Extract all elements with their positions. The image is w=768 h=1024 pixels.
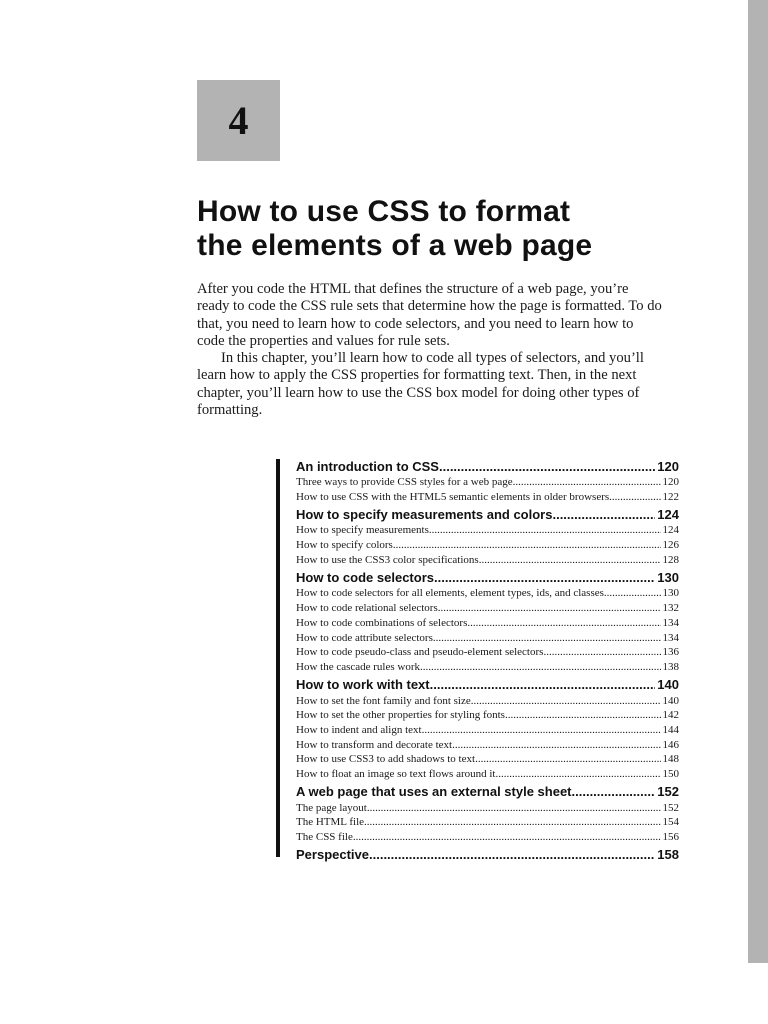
toc-dot-leader [422, 723, 661, 738]
toc-page-number: 144 [662, 723, 679, 736]
chapter-title [197, 195, 717, 263]
toc-entry-title: How to code selectors [296, 569, 434, 585]
toc-item-row [296, 723, 679, 738]
toc-item-row [296, 801, 679, 816]
toc-dot-leader [543, 645, 660, 660]
chapter-title-line: How to use CSS to format [197, 195, 571, 228]
toc-page-number: 126 [662, 539, 679, 552]
chapter-number-box [197, 80, 280, 161]
toc-entry-title: How to use CSS with the HTML5 semantic elements in older browsers [296, 490, 610, 503]
toc-page-number: 154 [662, 816, 679, 829]
toc-page-number: 136 [662, 646, 679, 659]
chapter-title-line: the elements of a web page [197, 229, 593, 262]
toc-dot-leader [369, 846, 655, 864]
toc-page-number: 130 [657, 569, 679, 585]
table-of-contents [296, 456, 679, 864]
intro-line: chapter, you’ll learn how to use the CSS box model for doing other types of [197, 384, 640, 401]
toc-page-number: 140 [662, 694, 679, 707]
chapter-intro [197, 281, 667, 419]
toc-item-row [296, 830, 679, 845]
toc-entry-title: How to specify measurements and colors [296, 506, 553, 522]
toc-item-row [296, 616, 679, 631]
toc-entry-title: How to code selectors for all elements, element types, ids, and classes [296, 587, 604, 600]
toc-section-row [296, 569, 679, 587]
toc-dot-leader [430, 676, 656, 694]
toc-page-number: 146 [662, 738, 679, 751]
toc-item-row [296, 538, 679, 553]
toc-entry-title: The HTML file [296, 816, 365, 829]
toc-item-row [296, 660, 679, 675]
toc-dot-leader [471, 694, 661, 709]
toc-page-number: 124 [662, 524, 679, 537]
toc-page-number: 152 [662, 801, 679, 814]
toc-item-row [296, 645, 679, 660]
intro-line: formatting. [197, 402, 263, 419]
toc-section-row [296, 506, 679, 524]
toc-entry-title: The CSS file [296, 831, 353, 844]
toc-dot-leader [513, 475, 661, 490]
toc-dot-leader [434, 569, 655, 587]
intro-line: ready to code the CSS rule sets that determine how the page is formatted. To do [197, 298, 662, 315]
toc-entry-title: How to use the CSS3 color specifications [296, 553, 479, 566]
toc-section-row [296, 783, 679, 801]
intro-paragraph [197, 350, 667, 419]
toc-item-row [296, 815, 679, 830]
toc-dot-leader [353, 830, 661, 845]
toc-item-row [296, 601, 679, 616]
toc-dot-leader [479, 553, 661, 568]
toc-vertical-rule [276, 459, 280, 857]
intro-line: code the properties and values for rule sets. [197, 332, 450, 349]
toc-page-number: 152 [657, 784, 679, 800]
toc-page-number: 158 [657, 847, 679, 863]
toc-item-row [296, 694, 679, 709]
toc-entry-title: An introduction to CSS [296, 458, 439, 474]
toc-dot-leader [364, 815, 660, 830]
toc-page-number: 130 [662, 587, 679, 600]
toc-entry-title: How to code relational selectors [296, 602, 438, 615]
toc-entry-title: How the cascade rules work [296, 660, 421, 673]
toc-entry-title: A web page that uses an external style sheet [296, 784, 572, 800]
toc-page-number: 128 [662, 553, 679, 566]
page-edge-bar [748, 0, 768, 963]
toc-entry-title: How to specify measurements [296, 524, 429, 537]
toc-dot-leader [552, 506, 655, 524]
toc-page-number: 124 [657, 506, 679, 522]
toc-item-row [296, 490, 679, 505]
intro-line: learn how to apply the CSS properties for formatting text. Then, in the next [197, 367, 637, 384]
toc-dot-leader [433, 631, 661, 646]
intro-line: In this chapter, you’ll learn how to code all types of selectors, and you’ll [221, 350, 644, 367]
toc-item-row [296, 767, 679, 782]
toc-item-row [296, 708, 679, 723]
toc-entry-title: How to work with text [296, 677, 430, 693]
toc-page-number: 134 [662, 631, 679, 644]
toc-page-number: 134 [662, 616, 679, 629]
toc-page-number: 150 [662, 768, 679, 780]
toc-entry-title: How to code combinations of selectors [296, 616, 468, 629]
toc-entry-title: How to code pseudo-class and pseudo-element selectors [296, 646, 544, 659]
toc-item-row [296, 475, 679, 490]
toc-item-row [296, 586, 679, 601]
toc-page-number: 138 [662, 660, 679, 673]
toc-dot-leader [572, 783, 656, 801]
intro-paragraph [197, 281, 667, 350]
toc-item-row [296, 631, 679, 646]
toc-entry-title: How to transform and decorate text [296, 738, 453, 751]
toc-dot-leader [505, 708, 661, 723]
toc-item-row [296, 553, 679, 568]
toc-dot-leader [475, 752, 660, 767]
toc-dot-leader [367, 801, 661, 816]
toc-entry-title: How to set the font family and font size [296, 694, 471, 707]
toc-entry-title: Three ways to provide CSS styles for a web page [296, 476, 513, 488]
toc-entry-title: How to float an image so text flows around it [296, 768, 496, 780]
toc-entry-title: How to use CSS3 to add shadows to text [296, 753, 476, 766]
toc-page-number: 148 [662, 753, 679, 766]
toc-entry-title: How to code attribute selectors [296, 631, 433, 644]
toc-page-number: 132 [662, 602, 679, 615]
toc-dot-leader [420, 660, 660, 675]
toc-page-number: 122 [662, 490, 679, 503]
toc-section-row [296, 676, 679, 694]
toc-dot-leader [429, 523, 661, 538]
toc-entry-title: The page layout [296, 801, 367, 814]
toc-page-number: 156 [662, 831, 679, 844]
toc-entry-title: Perspective [296, 847, 369, 863]
toc-item-row [296, 752, 679, 767]
intro-line: that, you need to learn how to code selectors, and you need to learn how to [197, 315, 634, 332]
toc-entry-title: How to indent and align text [296, 723, 422, 736]
toc-page-number: 140 [657, 677, 679, 693]
toc-dot-leader [496, 767, 661, 782]
toc-dot-leader [452, 738, 660, 753]
toc-entry-title: How to set the other properties for styling fonts [296, 709, 505, 722]
chapter-number: 4 [228, 98, 249, 143]
toc-page-number: 120 [662, 476, 679, 488]
toc-dot-leader [609, 490, 660, 505]
toc-dot-leader [467, 616, 660, 631]
intro-line: After you code the HTML that defines the structure of a web page, you’re [197, 281, 629, 297]
toc-item-row [296, 738, 679, 753]
toc-section-row [296, 458, 679, 476]
toc-dot-leader [604, 586, 661, 601]
toc-dot-leader [393, 538, 661, 553]
toc-dot-leader [438, 601, 661, 616]
toc-item-row [296, 523, 679, 538]
toc-section-row [296, 846, 679, 864]
toc-page-number: 120 [657, 458, 679, 474]
toc-dot-leader [439, 458, 655, 476]
toc-page-number: 142 [662, 709, 679, 722]
toc-entry-title: How to specify colors [296, 539, 393, 552]
